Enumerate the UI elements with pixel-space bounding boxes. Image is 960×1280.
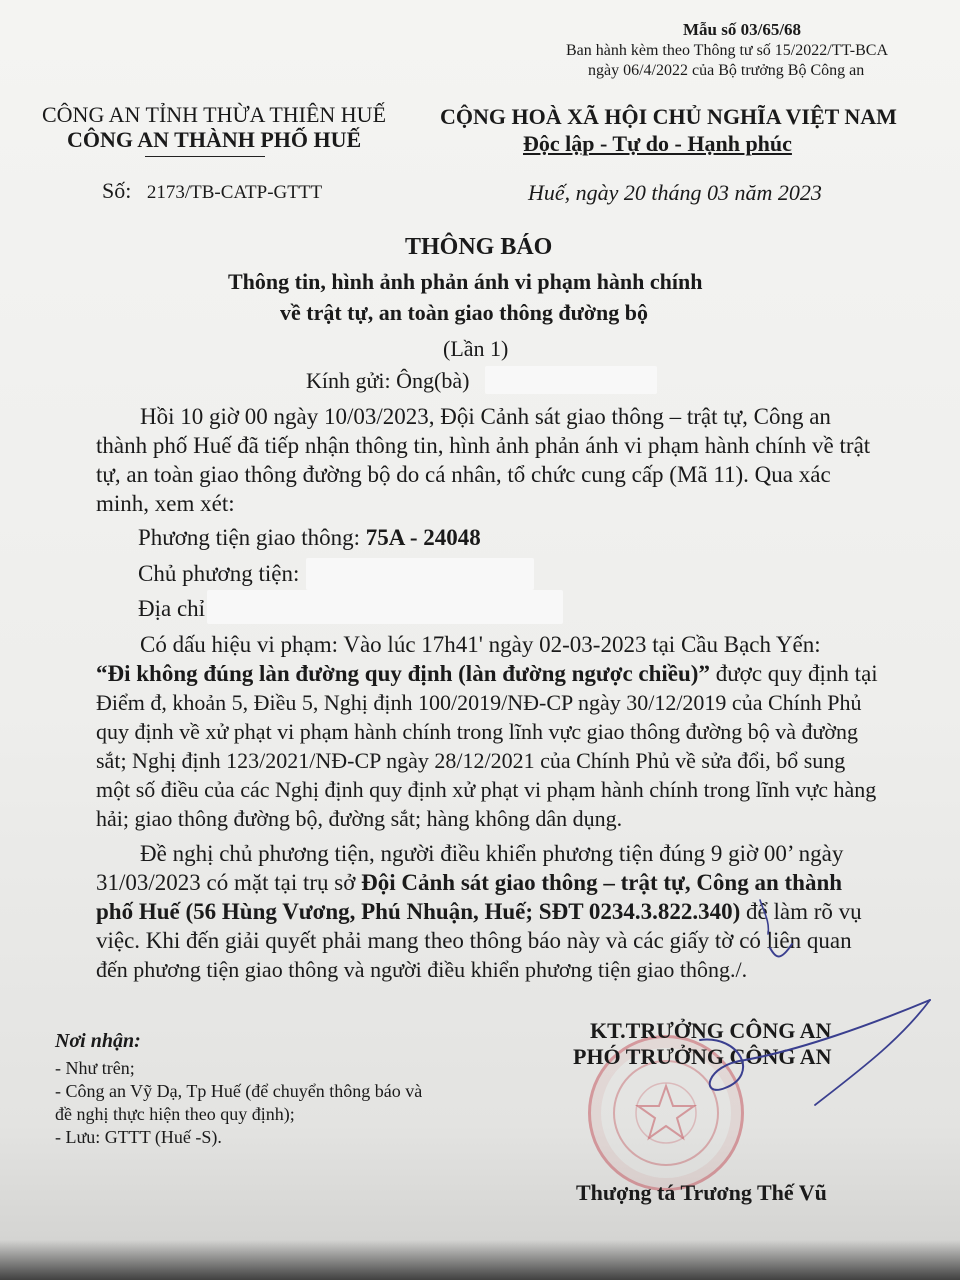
body-p2-line1: Có dấu hiệu vi phạm: Vào lúc 17h41' ngày 02-03-2023 tại Cầu Bạch Yến: bbox=[140, 632, 821, 657]
notice-times: (Lần 1) bbox=[443, 336, 509, 361]
address-label: Địa chỉ bbox=[138, 596, 206, 621]
document-number-label: Số: bbox=[102, 178, 132, 203]
police-address: phố Huế (56 Hùng Vương, Phú Nhuận, Huế; SĐT 0234.3.822.340) bbox=[96, 899, 741, 924]
place-date: Huế, ngày 20 tháng 03 năm 2023 bbox=[528, 180, 822, 205]
signature-title-1: KT.TRƯỞNG CÔNG AN bbox=[590, 1018, 832, 1043]
body-p3-line5: đến phương tiện giao thông và người điều khiển phương tiện giao thông./. bbox=[96, 957, 748, 982]
body-p2-line6: một số điều của các Nghị định quy định xử phạt vi phạm hành chính trong lĩnh vực hàng bbox=[96, 777, 877, 802]
body-p3-line3 bbox=[96, 899, 862, 925]
nation-title: CỘNG HOÀ XÃ HỘI CHỦ NGHĨA VIỆT NAM bbox=[440, 104, 897, 129]
signature-title-2: PHÓ TRƯỞNG CÔNG AN bbox=[573, 1044, 832, 1069]
body-p3-line1: Đề nghị chủ phương tiện, người điều khiển phương tiện đúng 9 giờ 00’ ngày bbox=[140, 841, 844, 866]
police-unit: Đội Cảnh sát giao thông – trật tự, Công an thành bbox=[361, 870, 843, 895]
body-p1-line2: thành phố Huế đã tiếp nhận thông tin, hình ảnh phản ánh vi phạm hành chính về trật bbox=[96, 433, 871, 458]
body-p3-line2-text: 31/03/2023 có mặt tại trụ sở bbox=[96, 870, 362, 895]
body-p2-line3: Điểm đ, khoản 5, Điều 5, Nghị định 100/2019/NĐ-CP ngày 30/12/2019 của Chính Phủ bbox=[96, 690, 862, 715]
body-p2-line5: sắt; Nghị định 123/2021/NĐ-CP ngày 28/12/2021 của Chính Phủ về sửa đổi, bổ sung bbox=[96, 748, 846, 773]
body-p2-line7: hải; giao thông đường bộ, đường sắt; hàng không dân dụng. bbox=[96, 806, 623, 831]
body-p3-line3-rest: để làm rõ vụ bbox=[740, 899, 862, 924]
notice-subtitle-1: Thông tin, hình ảnh phản ánh vi phạm hành chính bbox=[228, 269, 703, 294]
redacted-address bbox=[207, 590, 563, 624]
redacted-owner bbox=[306, 558, 534, 590]
recipients-item-2a: - Công an Vỹ Dạ, Tp Huế (để chuyển thông báo và bbox=[55, 1081, 423, 1101]
document-number-value: 2173/TB-CATP-GTTT bbox=[146, 182, 323, 203]
form-issued-line2: ngày 06/4/2022 của Bộ trưởng Bộ Công an bbox=[588, 62, 865, 79]
violation-rest: được quy định tại bbox=[709, 661, 878, 686]
body-p3-line4: việc. Khi đến giải quyết phải mang theo thông báo này và các giấy tờ có liên quan bbox=[96, 928, 852, 953]
vehicle-plate: 75A - 24048 bbox=[365, 525, 481, 550]
recipients-item-3: - Lưu: GTTT (Huế -S). bbox=[55, 1127, 222, 1147]
document-number bbox=[102, 178, 322, 204]
recipients-item-2b: đề nghị thực hiện theo quy định); bbox=[55, 1104, 295, 1124]
vehicle-label: Phương tiện giao thông: bbox=[138, 525, 366, 550]
notice-subtitle-2: về trật tự, an toàn giao thông đường bộ bbox=[280, 300, 649, 325]
body-p3-line2 bbox=[96, 870, 842, 896]
national-motto: Độc lập - Tự do - Hạnh phúc bbox=[523, 131, 792, 156]
violation-description: “Đi không đúng làn đường quy định (làn đường ngược chiều)” bbox=[96, 661, 710, 686]
redacted-recipient bbox=[485, 366, 657, 394]
notice-title: THÔNG BÁO bbox=[405, 234, 553, 260]
form-code: Mẫu số 03/65/68 bbox=[683, 20, 802, 39]
owner-label: Chủ phương tiện: bbox=[138, 561, 300, 586]
agency-name: CÔNG AN THÀNH PHỐ HUẾ bbox=[67, 127, 362, 152]
form-issued-line1: Ban hành kèm theo Thông tư số 15/2022/TT-BCA bbox=[566, 42, 888, 59]
recipient-label: Kính gửi: Ông(bà) bbox=[306, 368, 470, 393]
agency-underline bbox=[145, 156, 265, 157]
agency-parent: CÔNG AN TỈNH THỪA THIÊN HUẾ bbox=[42, 102, 387, 127]
signer-name: Thượng tá Trương Thế Vũ bbox=[576, 1180, 827, 1205]
page-bottom-shadow bbox=[0, 1240, 960, 1280]
body-p1-line3: tự, an toàn giao thông đường bộ do cá nhân, tổ chức cung cấp (Mã 11). Qua xác bbox=[96, 462, 831, 487]
body-p1-line4: minh, xem xét: bbox=[96, 491, 235, 516]
body-p2-line2 bbox=[96, 661, 878, 687]
body-p2-line4: quy định về xử phạt vi phạm hành chính trong lĩnh vực giao thông đường bộ và đường bbox=[96, 719, 859, 744]
vehicle-line bbox=[138, 525, 481, 551]
recipients-item-1: - Như trên; bbox=[55, 1058, 135, 1078]
recipients-heading: Nơi nhận: bbox=[55, 1030, 141, 1052]
body-p1-line1: Hồi 10 giờ 00 ngày 10/03/2023, Đội Cảnh sát giao thông – trật tự, Công an bbox=[140, 404, 831, 429]
